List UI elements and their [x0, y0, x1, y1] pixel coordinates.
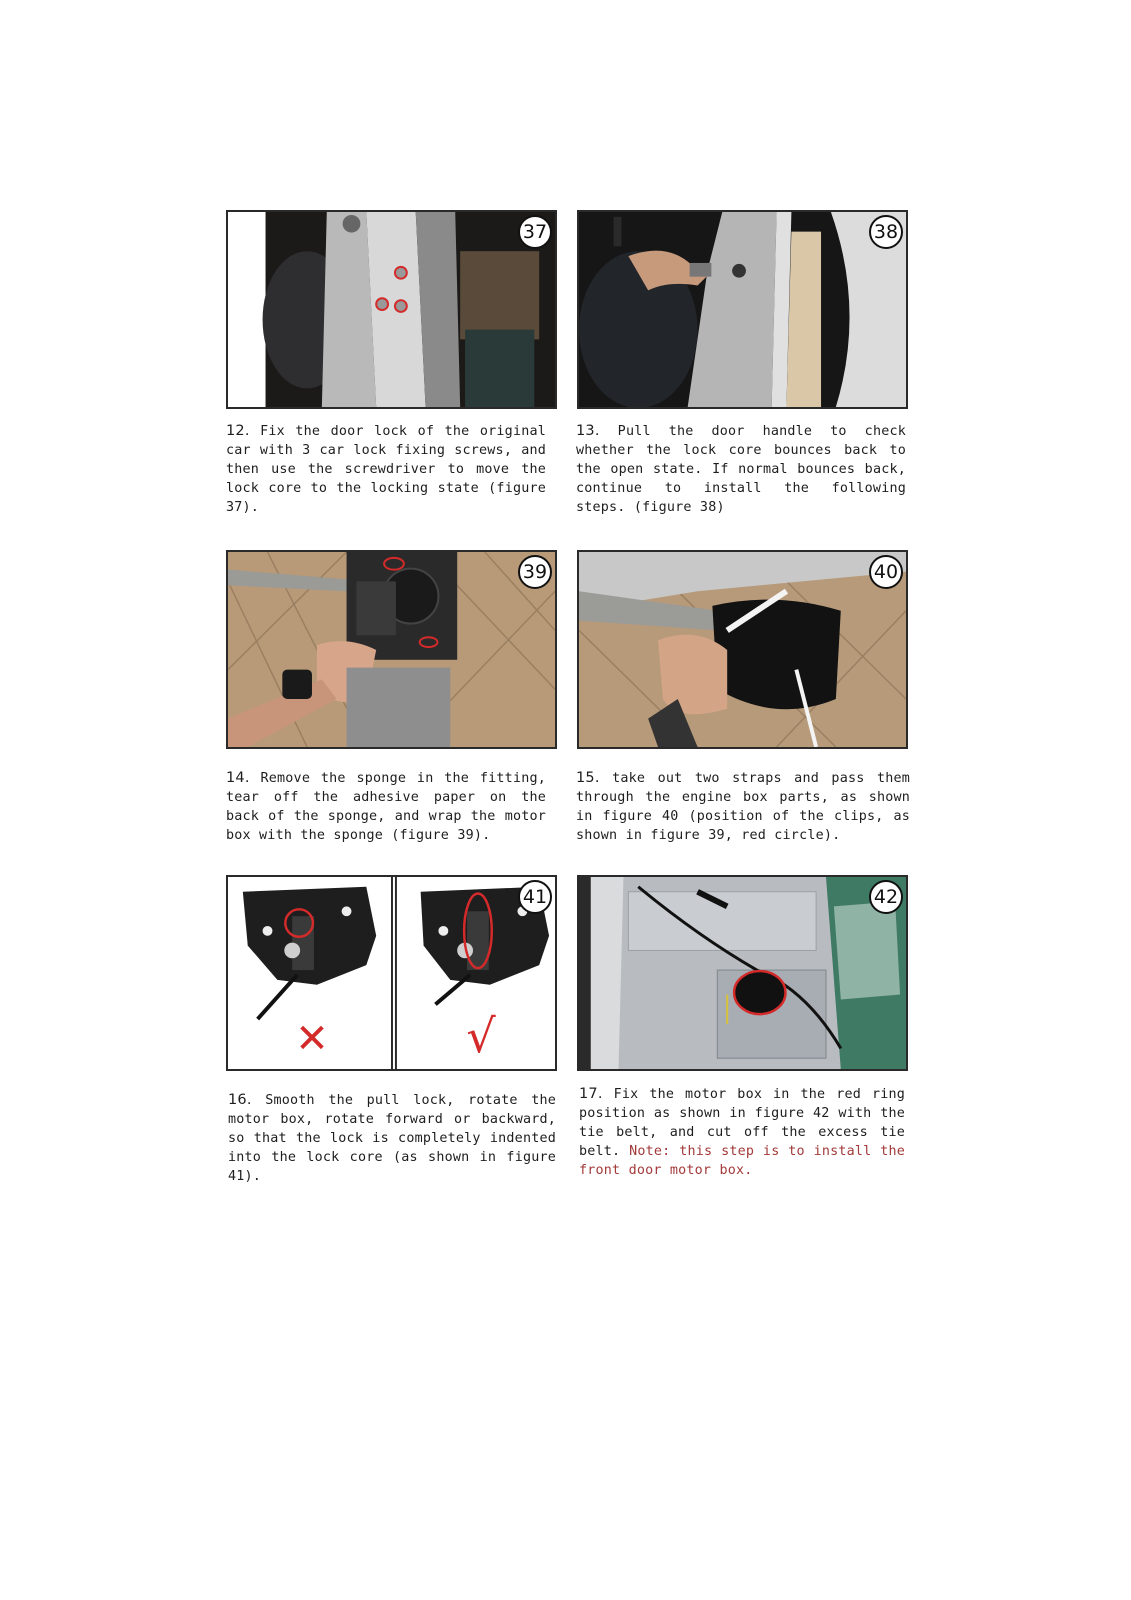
step-15-text	[576, 769, 910, 845]
step-14-number: 14.	[226, 770, 250, 786]
figure-number-42: 42	[869, 880, 903, 914]
step-12-number: 12.	[226, 423, 250, 439]
figure-42-photo	[579, 877, 906, 1069]
step-13-number: 13.	[576, 423, 600, 439]
figure-number-40: 40	[869, 555, 903, 589]
step-14-body: Remove the sponge in the fitting, tear off the adhesive paper on the back of the sponge, and wrap the motor box with the sponge (figure 39).	[226, 771, 546, 843]
figure-number-41: 41	[518, 880, 552, 914]
check-mark-icon: √	[466, 1009, 496, 1063]
step-12-text	[226, 422, 546, 517]
step-16-body: Smooth the pull lock, rotate the motor box, rotate forward or backward, so that the lock is completely indented into the lock core (as shown in figure 41).	[228, 1093, 556, 1184]
figure-41	[226, 875, 557, 1071]
figure-40	[577, 550, 908, 749]
figure-number-39: 39	[518, 555, 552, 589]
figure-39	[226, 550, 557, 749]
figure-38-photo	[579, 212, 906, 407]
step-13-text	[576, 422, 906, 517]
figure-38	[577, 210, 908, 409]
figure-number-38: 38	[869, 215, 903, 249]
step-15-body: take out two straps and pass them through the engine box parts, as shown in figure 40 (position of the clips, as shown in figure 39, red circle).	[576, 771, 910, 843]
step-12-body: Fix the door lock of the original car with 3 car lock fixing screws, and then use the screwdriver to move the lock core to the locking state (figure 37).	[226, 424, 546, 515]
step-17-number: 17.	[579, 1086, 603, 1102]
figure-39-photo	[228, 552, 555, 747]
step-17-body: Fix the motor box in the red ring position as shown in figure 42 with the tie belt, and cut off the excess tie belt.	[579, 1087, 905, 1159]
figure-number-37: 37	[518, 215, 552, 249]
figure-37-photo	[228, 212, 555, 407]
figure-40-photo	[579, 552, 906, 747]
step-16-text	[228, 1091, 556, 1186]
figure-42	[577, 875, 908, 1071]
step-17-note: Note: this step is to install the front door motor box.	[579, 1144, 905, 1178]
figure-37	[226, 210, 557, 409]
step-15-number: 15.	[576, 770, 600, 786]
step-17-text	[579, 1085, 905, 1180]
wrong-mark-icon: ✕	[295, 1016, 329, 1062]
step-13-body: Pull the door handle to check whether the lock core bounces back to the open state. If normal bounces back, continue to install the following steps. (figure 38)	[576, 424, 906, 515]
step-16-number: 16.	[228, 1092, 252, 1108]
step-14-text	[226, 769, 546, 845]
